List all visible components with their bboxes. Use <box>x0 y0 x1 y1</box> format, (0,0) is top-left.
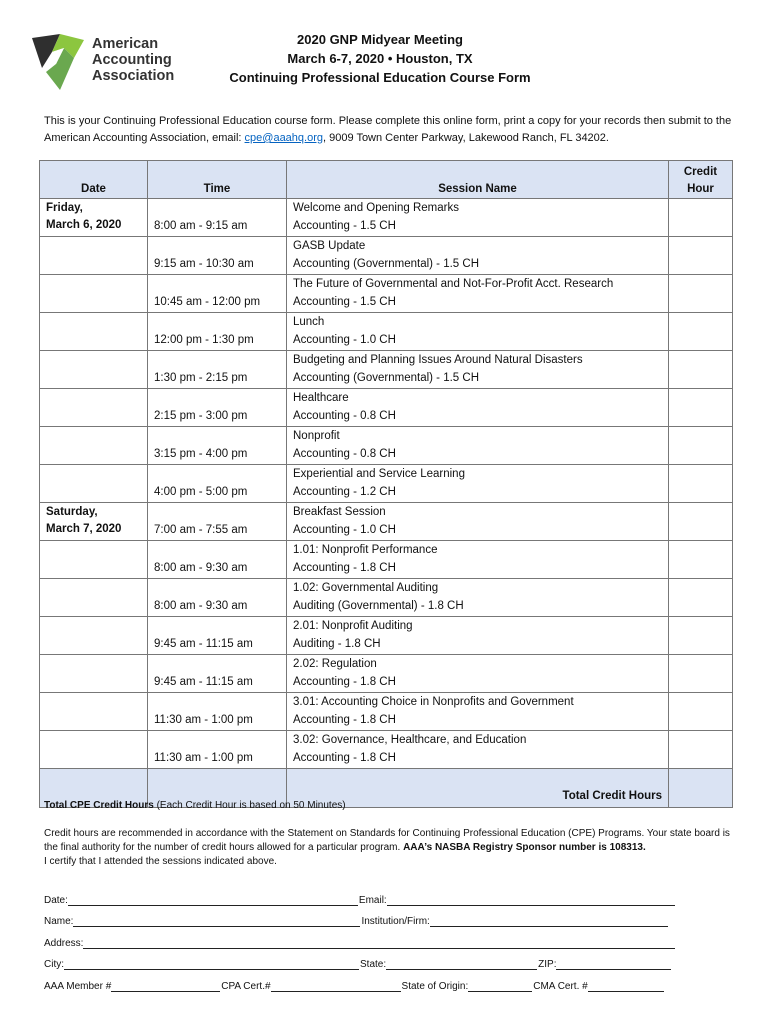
session-cpe-credit: Accounting - 1.0 CH <box>293 523 396 536</box>
date-cell <box>40 503 148 541</box>
date-cell <box>40 313 148 351</box>
session-cell <box>287 351 669 389</box>
table-row <box>40 313 733 351</box>
session-table <box>39 160 733 808</box>
credit-hour-input[interactable] <box>669 503 733 541</box>
session-cell <box>287 655 669 693</box>
time-cell: 8:00 am - 9:15 am <box>148 199 287 237</box>
nasba-sponsor-number: AAA’s NASBA Registry Sponsor number is 108313. <box>403 842 646 853</box>
notes-section <box>44 799 734 869</box>
time-cell: 9:45 am - 11:15 am <box>148 655 287 693</box>
table-row <box>40 579 733 617</box>
email-field[interactable] <box>387 894 675 906</box>
credit-hour-input[interactable] <box>669 199 733 237</box>
session-cell <box>287 313 669 351</box>
credit-hour-column-header <box>669 161 733 199</box>
session-name: 2.01: Nonprofit Auditing <box>293 620 413 632</box>
total-cpe-note: (Each Credit Hour is based on 50 Minutes) <box>153 800 346 811</box>
state-field-label: State: <box>360 959 387 970</box>
credit-hour-input[interactable] <box>669 731 733 769</box>
session-name: 3.01: Accounting Choice in Nonprofits and Government <box>293 696 574 708</box>
time-cell: 2:15 pm - 3:00 pm <box>148 389 287 427</box>
table-row <box>40 351 733 389</box>
name-field[interactable] <box>73 915 360 927</box>
credit-hour-input[interactable] <box>669 579 733 617</box>
date-cell <box>40 465 148 503</box>
session-name: Breakfast Session <box>293 506 386 518</box>
zip-field-label: ZIP: <box>538 959 557 970</box>
institution-field[interactable] <box>430 915 668 927</box>
session-cpe-credit: Accounting - 1.2 CH <box>293 485 396 498</box>
table-header-row <box>40 161 733 199</box>
table-row <box>40 465 733 503</box>
table-row <box>40 275 733 313</box>
time-cell: 8:00 am - 9:30 am <box>148 579 287 617</box>
date-cell <box>40 427 148 465</box>
email-field-label: Email: <box>358 894 387 906</box>
credit-statement: Credit hours are recommended in accordance with the Statement on Standards for Continuing Professional Education (CPE) Programs. Your state board is the final authority for the number of credit hours allowed for a particular program. <box>44 828 730 853</box>
session-cpe-credit: Accounting (Governmental) - 1.5 CH <box>293 371 479 384</box>
date-column-header: Date <box>40 161 148 199</box>
session-cpe-credit: Accounting - 1.0 CH <box>293 333 396 346</box>
aaa-member-field[interactable] <box>111 980 220 992</box>
session-cell <box>287 579 669 617</box>
session-name: Lunch <box>293 316 325 328</box>
form-name: Continuing Professional Education Course Form <box>229 70 531 85</box>
state-field[interactable] <box>386 958 537 970</box>
total-cpe-label: Total CPE Credit Hours <box>44 800 154 811</box>
session-name: GASB Update <box>293 240 366 252</box>
date-cell <box>40 275 148 313</box>
session-name: 3.02: Governance, Healthcare, and Education <box>293 734 527 746</box>
date-cell <box>40 351 148 389</box>
date-cell <box>40 389 148 427</box>
certification-statement: I certify that I attended the sessions indicated above. <box>44 856 277 867</box>
table-row <box>40 655 733 693</box>
table-row <box>40 617 733 655</box>
session-name: 1.01: Nonprofit Performance <box>293 544 438 556</box>
session-cell <box>287 503 669 541</box>
email-link[interactable]: cpe@aaahq.org <box>244 132 323 144</box>
session-cpe-credit: Auditing (Governmental) - 1.8 CH <box>293 599 464 612</box>
time-cell: 9:15 am - 10:30 am <box>148 237 287 275</box>
session-cell <box>287 427 669 465</box>
meeting-title: 2020 GNP Midyear Meeting <box>297 32 463 47</box>
time-cell: 3:15 pm - 4:00 pm <box>148 427 287 465</box>
date-cell <box>40 655 148 693</box>
cpa-cert-field[interactable] <box>271 980 401 992</box>
table-row <box>40 731 733 769</box>
session-name: The Future of Governmental and Not-For-Profit Acct. Research <box>293 278 614 290</box>
date-field-label: Date: <box>44 894 68 906</box>
session-cpe-credit: Accounting - 0.8 CH <box>293 409 396 422</box>
table-row <box>40 541 733 579</box>
time-cell: 9:45 am - 11:15 am <box>148 617 287 655</box>
credit-hour-input[interactable] <box>669 313 733 351</box>
session-cpe-credit: Accounting - 1.8 CH <box>293 675 396 688</box>
name-field-label: Name: <box>44 916 74 927</box>
intro-paragraph <box>44 113 734 147</box>
session-cell <box>287 389 669 427</box>
time-cell: 11:30 am - 1:00 pm <box>148 693 287 731</box>
aaa-logo-mark-icon <box>30 32 86 92</box>
cma-cert-field-label: CMA Cert. # <box>533 980 588 992</box>
date-cell <box>40 541 148 579</box>
date-cell <box>40 199 148 237</box>
session-cell <box>287 731 669 769</box>
session-cpe-credit: Accounting - 1.5 CH <box>293 295 396 308</box>
credit-hour-input[interactable] <box>669 655 733 693</box>
institution-field-label: Institution/Firm: <box>361 916 430 927</box>
meeting-date-location: March 6-7, 2020 • Houston, TX <box>287 51 473 66</box>
session-cpe-credit: Accounting - 1.8 CH <box>293 751 396 764</box>
credit-hour-input[interactable] <box>669 465 733 503</box>
credit-header-line-1: Credit <box>683 166 718 178</box>
session-cpe-credit: Accounting - 1.8 CH <box>293 713 396 726</box>
session-name: Nonprofit <box>293 430 340 442</box>
logo-line-1: American <box>92 36 159 52</box>
date-day: Saturday, <box>46 506 98 518</box>
time-cell: 12:00 pm - 1:30 pm <box>148 313 287 351</box>
credit-header-line-2: Hour <box>687 183 714 195</box>
state-of-origin-field[interactable] <box>468 980 532 992</box>
session-name: 2.02: Regulation <box>293 658 377 670</box>
aaa-logo <box>30 32 190 92</box>
table-row <box>40 237 733 275</box>
date-field[interactable] <box>68 894 358 906</box>
aaa-member-field-label: AAA Member # <box>44 980 112 992</box>
form-header <box>200 30 560 87</box>
date-cell <box>40 579 148 617</box>
session-name: Budgeting and Planning Issues Around Natural Disasters <box>293 354 583 366</box>
session-name: Experiential and Service Learning <box>293 468 465 480</box>
logo-line-3: Association <box>92 68 175 84</box>
credit-hour-input[interactable] <box>669 351 733 389</box>
address-field-label: Address: <box>44 937 84 949</box>
credit-hour-input[interactable] <box>669 693 733 731</box>
date-value: March 7, 2020 <box>46 523 122 535</box>
session-name: 1.02: Governmental Auditing <box>293 582 439 594</box>
time-cell: 1:30 pm - 2:15 pm <box>148 351 287 389</box>
attendee-fields <box>44 884 684 992</box>
session-name: Welcome and Opening Remarks <box>293 202 459 214</box>
table-row <box>40 693 733 731</box>
session-cell <box>287 541 669 579</box>
time-cell: 4:00 pm - 5:00 pm <box>148 465 287 503</box>
time-cell: 8:00 am - 9:30 am <box>148 541 287 579</box>
date-cell <box>40 731 148 769</box>
session-cpe-credit: Auditing - 1.8 CH <box>293 637 381 650</box>
address-field[interactable] <box>83 937 675 949</box>
session-cpe-credit: Accounting (Governmental) - 1.5 CH <box>293 257 479 270</box>
date-value: March 6, 2020 <box>46 219 122 231</box>
table-row <box>40 503 733 541</box>
table-row <box>40 199 733 237</box>
time-column-header: Time <box>148 161 287 199</box>
session-cell <box>287 199 669 237</box>
credit-hour-input[interactable] <box>669 427 733 465</box>
time-cell: 10:45 am - 12:00 pm <box>148 275 287 313</box>
session-cpe-credit: Accounting - 1.5 CH <box>293 219 396 232</box>
session-cpe-credit: Accounting - 0.8 CH <box>293 447 396 460</box>
credit-hour-input[interactable] <box>669 541 733 579</box>
intro-text: This is your Continuing Professional Education course form. Please complete this online form, print a copy for your records then submit to the American Accounting Association, email: <box>44 115 732 144</box>
date-day: Friday, <box>46 202 83 214</box>
credit-hour-input[interactable] <box>669 617 733 655</box>
session-cpe-credit: Accounting - 1.8 CH <box>293 561 396 574</box>
time-cell: 11:30 am - 1:00 pm <box>148 731 287 769</box>
date-cell <box>40 617 148 655</box>
cpa-cert-field-label: CPA Cert.# <box>221 980 271 992</box>
time-cell: 7:00 am - 7:55 am <box>148 503 287 541</box>
session-name: Healthcare <box>293 392 349 404</box>
table-row <box>40 427 733 465</box>
zip-field[interactable] <box>556 958 671 970</box>
city-field-label: City: <box>44 959 64 970</box>
intro-address: , 9009 Town Center Parkway, Lakewood Ranch, FL 34202. <box>323 132 609 144</box>
session-cell <box>287 237 669 275</box>
session-column-header: Session Name <box>287 161 669 199</box>
date-cell <box>40 237 148 275</box>
credit-hour-input[interactable] <box>669 275 733 313</box>
session-cell <box>287 275 669 313</box>
session-cell <box>287 617 669 655</box>
logo-line-2: Accounting <box>92 52 172 68</box>
credit-hour-input[interactable] <box>669 389 733 427</box>
session-cell <box>287 693 669 731</box>
date-cell <box>40 693 148 731</box>
city-field[interactable] <box>64 958 359 970</box>
total-credit-hours-label: Total Credit Hours <box>287 769 669 808</box>
table-row <box>40 389 733 427</box>
credit-hour-input[interactable] <box>669 237 733 275</box>
state-of-origin-field-label: State of Origin: <box>401 980 469 992</box>
cma-cert-field[interactable] <box>588 980 664 992</box>
session-cell <box>287 465 669 503</box>
